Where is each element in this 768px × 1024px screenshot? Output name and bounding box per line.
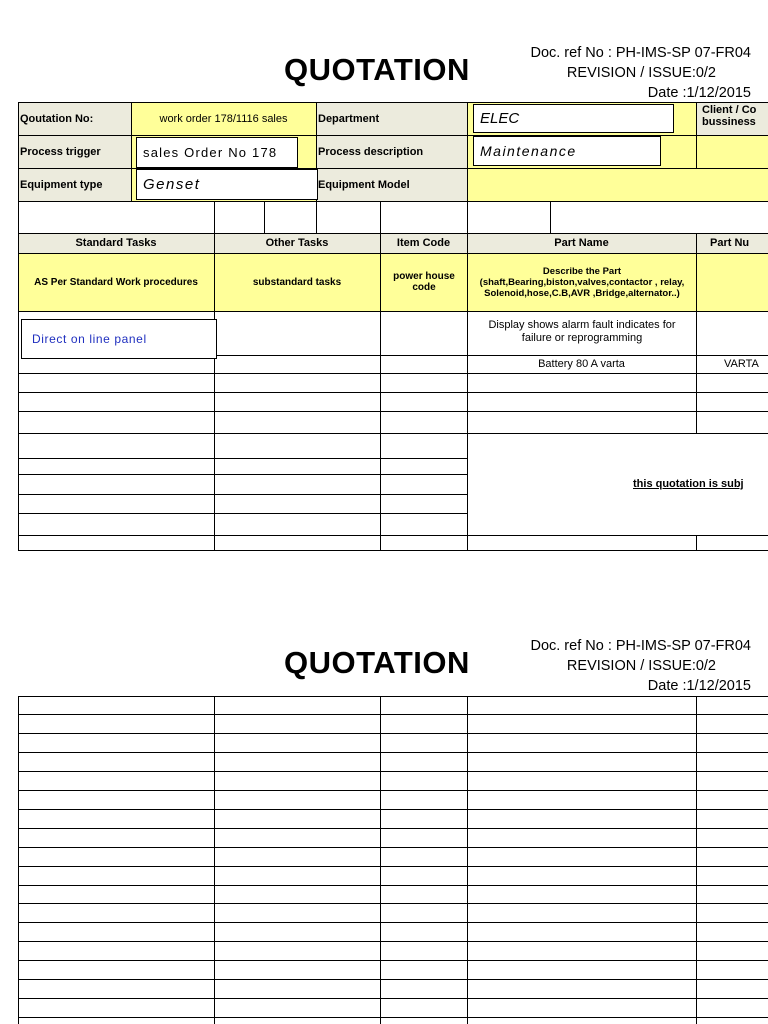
grid-line	[214, 696, 215, 1024]
grid-line	[18, 411, 768, 412]
grid-line	[214, 355, 768, 356]
process-trigger-label: Process trigger	[20, 145, 101, 158]
grid-line	[214, 201, 215, 550]
grid-line	[18, 828, 768, 829]
grid-line	[18, 550, 768, 551]
client-label-line2: bussiness	[702, 116, 756, 128]
quotation-no-label: Qoutation No:	[20, 112, 94, 125]
grid-line	[18, 513, 467, 514]
grid-line	[18, 535, 768, 536]
grid-line	[18, 1017, 768, 1018]
doc-ref	[530, 43, 751, 103]
grid-line	[696, 233, 697, 433]
grid-line	[18, 922, 768, 923]
grid-line	[18, 979, 768, 980]
equipment-type-label: Equipment type	[20, 178, 103, 191]
grid-line	[18, 494, 467, 495]
grid-line	[18, 696, 768, 697]
process-description-label: Process description	[318, 145, 424, 158]
department-field[interactable]: ELEC	[473, 104, 674, 133]
col-standard-tasks: Standard Tasks	[75, 237, 157, 249]
page-title: QUOTATION	[284, 52, 470, 87]
grid-line	[18, 253, 768, 254]
grid-line	[18, 733, 768, 734]
grid-line	[316, 102, 317, 233]
client-label-line1: Client / Co	[702, 104, 757, 116]
grid-line	[18, 696, 19, 1024]
page-title-2: QUOTATION	[284, 645, 470, 680]
grid-line	[18, 458, 467, 459]
grid-line	[696, 696, 697, 1024]
col-part-number: Part Nu	[710, 237, 750, 249]
header-bg-model-value	[467, 168, 768, 201]
subheader-standard: AS Per Standard Work procedures	[34, 276, 198, 288]
grid-line	[18, 392, 768, 393]
grid-line	[18, 960, 768, 961]
grid-line	[18, 474, 467, 475]
grid-line	[18, 771, 768, 772]
doc-ref-number: Doc. ref No : PH-IMS-SP 07-FR04	[530, 45, 751, 61]
grid-line	[696, 535, 697, 550]
process-trigger-field[interactable]: sales Order No 178	[136, 137, 298, 168]
grid-line	[696, 102, 697, 168]
doc-ref-2	[530, 636, 751, 696]
grid-line	[18, 373, 768, 374]
row2-part-name: Battery 80 A varta	[538, 358, 625, 370]
grid-line	[18, 998, 768, 999]
grid-line	[18, 885, 768, 886]
quotation-no-value: work order 178/1116 sales	[159, 112, 288, 125]
equipment-type-field[interactable]: Genset	[136, 169, 318, 200]
row2-part-number: VARTA	[724, 358, 759, 370]
process-description-field[interactable]: Maintenance	[473, 136, 661, 166]
grid-line	[550, 201, 551, 233]
grid-line	[264, 201, 265, 233]
grid-line	[380, 201, 381, 550]
grid-line	[18, 433, 768, 434]
row1-task-field[interactable]: Direct on line panel	[21, 319, 217, 359]
col-other-tasks: Other Tasks	[265, 237, 329, 249]
grid-line	[18, 233, 768, 234]
revision-2: REVISION / ISSUE:0/2	[566, 658, 716, 674]
subheader-part-name: Describe the Part (shaft,Bearing,biston,valves,contactor , relay, Solenoid,hose,C.B,AVR ,Bridge,alternator..)	[479, 265, 685, 299]
col-part-name: Part Name	[554, 237, 609, 249]
doc-date-2: Date :1/12/2015	[647, 678, 751, 694]
quotation-note: this quotation is subj	[633, 478, 744, 490]
doc-date: Date :1/12/2015	[647, 85, 751, 101]
subheader-item-code: power house code	[393, 271, 455, 293]
grid-line	[18, 903, 768, 904]
department-label: Department	[318, 112, 380, 125]
grid-line	[18, 752, 768, 753]
grid-line	[467, 102, 468, 550]
subheader-other: substandard tasks	[252, 276, 342, 288]
grid-line	[18, 790, 768, 791]
doc-ref-number-2: Doc. ref No : PH-IMS-SP 07-FR04	[530, 638, 751, 654]
grid-line	[18, 941, 768, 942]
revision: REVISION / ISSUE:0/2	[566, 65, 716, 81]
grid-line	[131, 102, 132, 201]
grid-line	[467, 696, 468, 1024]
client-label	[698, 104, 768, 134]
grid-line	[18, 714, 768, 715]
equipment-model-label: Equipment Model	[318, 178, 410, 191]
row1-part-name: Display shows alarm fault indicates for failure or reprogramming	[488, 319, 676, 344]
grid-line	[18, 866, 768, 867]
col-item-code: Item Code	[396, 237, 451, 249]
grid-line	[18, 201, 768, 202]
grid-line	[18, 311, 768, 312]
grid-line	[18, 102, 19, 550]
grid-line	[18, 847, 768, 848]
grid-line	[18, 809, 768, 810]
grid-line	[380, 696, 381, 1024]
